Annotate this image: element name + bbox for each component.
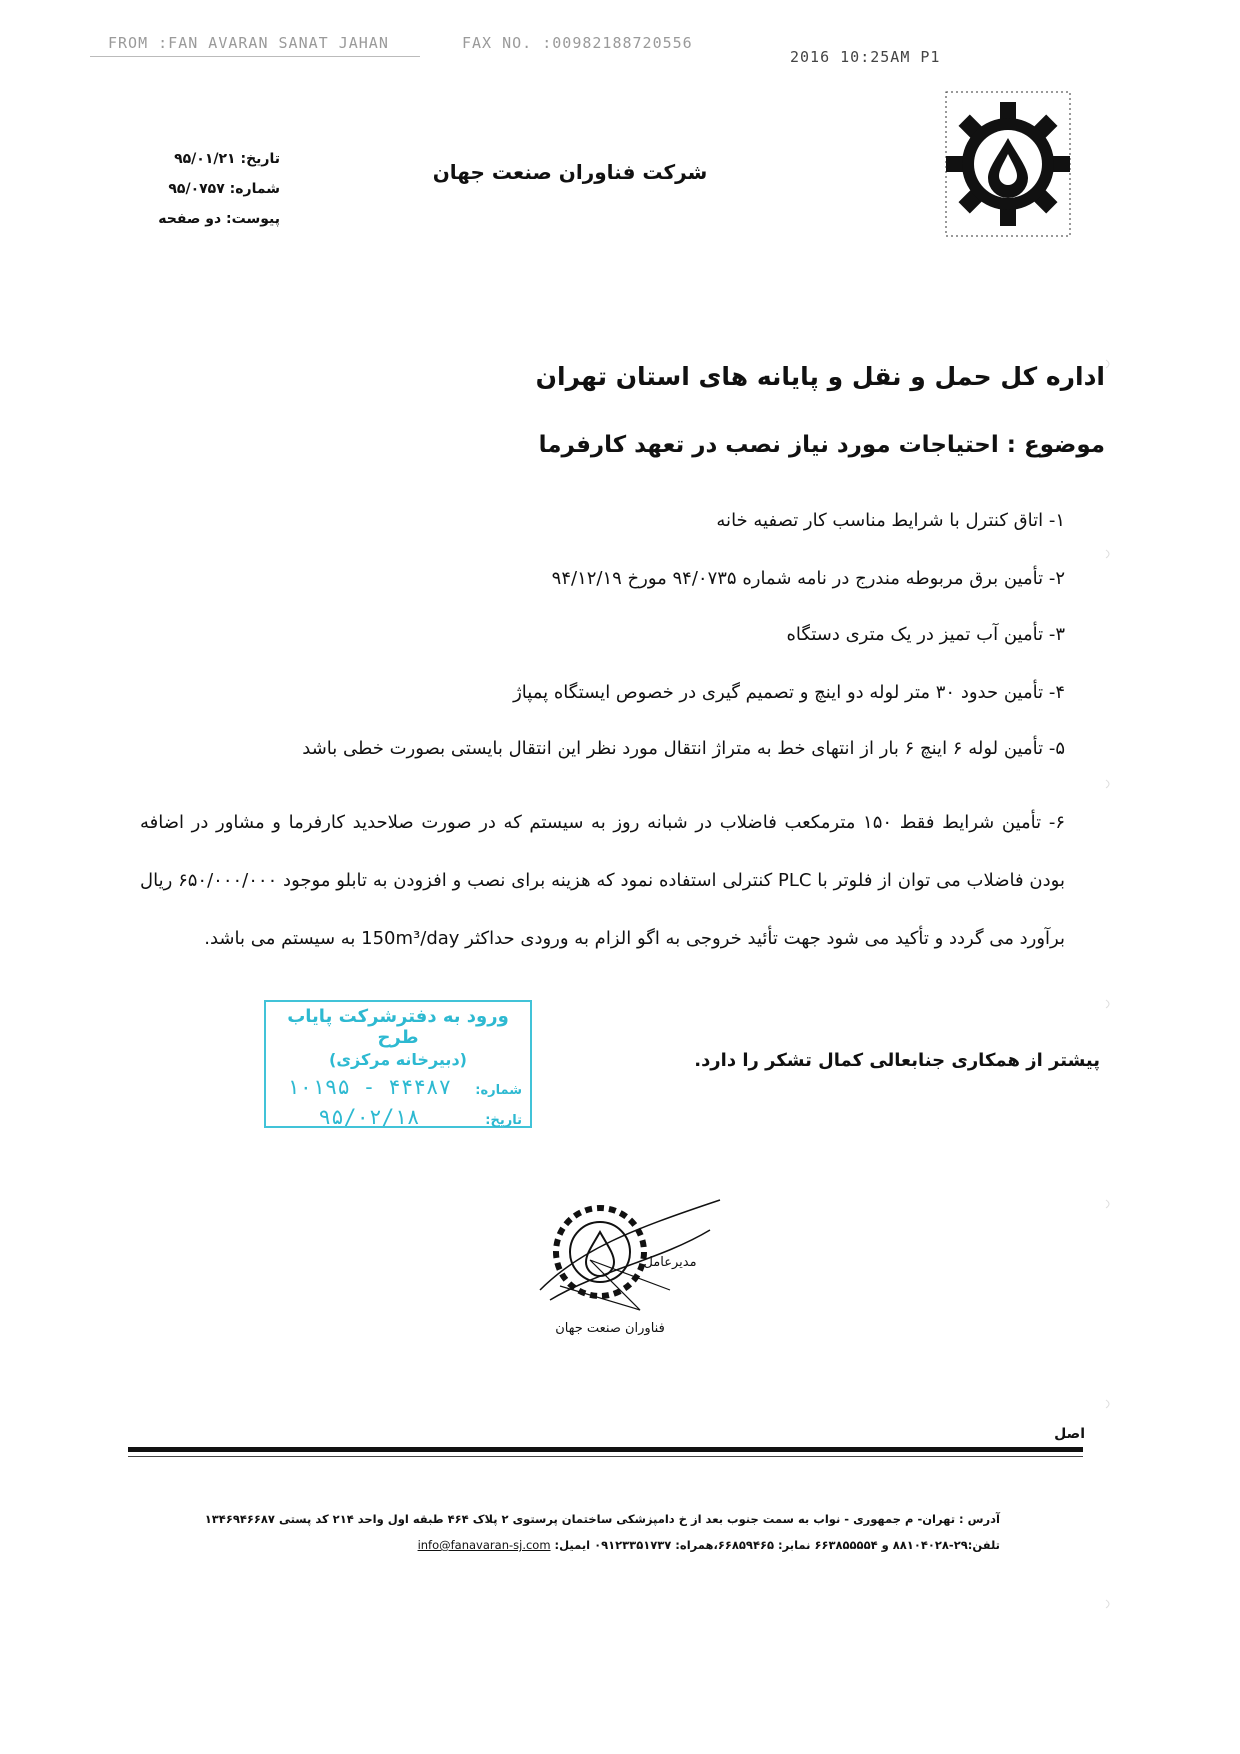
- company-logo: [940, 86, 1076, 242]
- stamp-number-row: [274, 1075, 522, 1099]
- stamp-date-label: تاریخ:: [485, 1113, 522, 1128]
- list-item: ۲- تأمین برق مربوطه مندرج در نامه شماره ۹۴/۰۷۳۵ مورخ ۹۴/۱۲/۱۹: [551, 568, 1065, 589]
- letter-attachment: پیوست: دو صفحه: [158, 211, 280, 227]
- page-mark: اصل: [1054, 1426, 1085, 1442]
- list-item: ۵- تأمین لوله ۶ اینچ ۶ بار از انتهای خط به متراژ انتقال مورد نظر این انتقال بایستی بصورت خطی باشد: [302, 738, 1065, 759]
- stamp-number-label: شماره:: [475, 1083, 522, 1098]
- stamp-subtitle: (دبیرخانه مرکزی): [329, 1050, 467, 1069]
- letter-number: شماره: ۹۵/۰۷۵۷: [168, 181, 280, 197]
- stamp-title: ورود به دفترشرکت پایاب طرح: [287, 1006, 509, 1048]
- list-item: ۱- اتاق کنترل با شرایط مناسب کار تصفیه خانه: [716, 510, 1065, 531]
- footer-rule-thin: [128, 1456, 1083, 1457]
- gear-droplet-icon: [940, 86, 1076, 242]
- receipt-stamp: [264, 1000, 532, 1128]
- fax-time: 2016 10:25AM P1: [790, 48, 941, 66]
- fax-from: FROM :FAN AVARAN SANAT JAHAN: [108, 34, 389, 52]
- footer-address: آدرس : تهران- م جمهوری - نواب به سمت جنوب بعد از خ دامپزشکی ساختمان پرستوی ۲ پلاک ۴۶۴ طبقه اول واحد ۲۱۴ کد پستی ۱۳۴۶۹۴۶۶۸۷: [204, 1512, 1000, 1526]
- signature-company: فناوران صنعت جهان: [555, 1321, 665, 1336]
- fax-underline: [90, 56, 420, 57]
- stamp-date-value: ۹۵/۰۲/۱۸: [318, 1105, 420, 1129]
- fax-number: FAX NO. :00982188720556: [462, 34, 693, 52]
- stamp-number-value: ۱۰۱۹۵ - ۴۴۴۸۷: [286, 1075, 452, 1099]
- company-name: شرکت فناوران صنعت جهان: [432, 160, 708, 184]
- subject: موضوع : احتیاجات مورد نیاز نصب در تعهد کارفرما: [538, 432, 1105, 458]
- company-seal-icon: [520, 1190, 740, 1340]
- stamp-date-row: [274, 1105, 522, 1129]
- fax-header: [0, 34, 1240, 66]
- scan-edge-marks: [1098, 300, 1128, 1750]
- scan-artifact-icon: [1098, 300, 1128, 1750]
- list-item: ۳- تأمین آب تمیز در یک متری دستگاه: [786, 624, 1065, 645]
- recipient: اداره کل حمل و نقل و پایانه های استان تهران: [535, 362, 1105, 391]
- footer-contact: [180, 1538, 1000, 1552]
- footer-contact-text: تلفن:۲۹-۸۸۱۰۴۰۲۸ و ۶۶۳۸۵۵۵۵۴ نمابر: ۶۶۸۵۹۴۶۵،همراه: ۰۹۱۲۳۳۵۱۷۳۷ ایمیل:: [554, 1538, 1000, 1552]
- signature-title: مدیرعامل: [643, 1255, 697, 1270]
- letter-date: تاریخ: ۹۵/۰۱/۲۱: [174, 151, 280, 167]
- signature-seal: [520, 1190, 740, 1340]
- closing-line: پیشتر از همکاری جنابعالی کمال تشکر را دارد.: [694, 1050, 1100, 1071]
- footer-rule: [128, 1447, 1083, 1452]
- footer-email: info@fanavaran-sj.com: [417, 1538, 551, 1552]
- letter-meta: [120, 144, 280, 234]
- list-item: ۶- تأمین شرایط فقط ۱۵۰ مترمکعب فاضلاب در شبانه روز به سیستم که در صورت صلاحدید کارفرما و مشاور در اضافه بودن فاضلاب می توان از فلوتر با PLC کنترلی استفاده نمود که هزینه برای نصب و افزودن به تابلو موجود ۶۵۰/۰۰۰/۰۰۰ ریال برآورد می گردد و تأکید می شود جهت تأئید خروجی به اگو الزام به ورودی حداکثر 150m³/day به سیستم می باشد.: [140, 812, 1065, 949]
- list-item: ۴- تأمین حدود ۳۰ متر لوله دو اینچ و تصمیم گیری در خصوص ایستگاه پمپاژ: [513, 682, 1065, 703]
